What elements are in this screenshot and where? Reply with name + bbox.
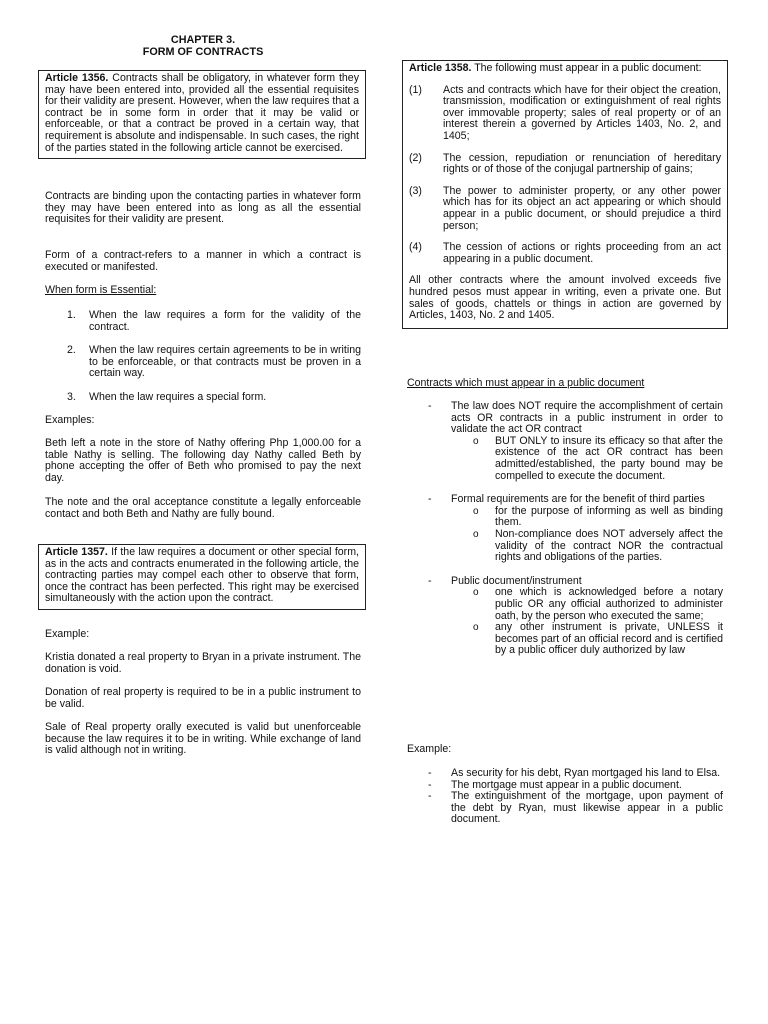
example-note-paragraph: Beth left a note in the store of Nathy offering Php 1,000.00 for a table Nathy is selling. The following day Nathy called Beth by phone accepting the offer of Beth who promised to pay the next day.	[45, 437, 361, 484]
article-1357-box	[38, 544, 366, 610]
binding-paragraph: Contracts are binding upon the contacting parties in whatever form they may have been entered into as long as all the essential requisites for their validity are present.	[45, 190, 361, 226]
example-result-paragraph: The note and the oral acceptance constitute a legally enforceable contact and both Beth and Nathy are fully bound.	[45, 496, 361, 520]
article-item: (4) The cession of actions or rights proceeding from an act appearing in a public document.	[409, 241, 721, 265]
list-item: - Public document/instrument o one which is acknowledged before a notary public OR any official authorized to administer oath, by the person who executed the same; o any other instrument is private, UNLESS it becomes part of an official record and is certified by a public officer duly authorized by law	[428, 574, 723, 657]
sub-list-item: o one which is acknowledged before a notary public OR any official authorized to administer oath, by the person who executed the same;	[473, 586, 723, 622]
article-item: (3) The power to administer property, or any other power which has for its object an act appearing or which should appear in a public document, or should prejudice a third person;	[409, 184, 721, 232]
dash-marker: -	[428, 400, 432, 412]
chapter-heading	[38, 34, 368, 58]
form-definition-paragraph: Form of a contract-refers to a manner in which a contract is executed or manifested.	[45, 249, 361, 273]
circle-bullet-icon: o	[473, 435, 479, 447]
example-label: Example:	[45, 628, 90, 640]
article-1357-label: Article 1357.	[45, 546, 108, 558]
list-item: 3. When the law requires a special form.	[67, 390, 267, 403]
dash-marker: -	[428, 493, 432, 506]
article-item: (1) Acts and contracts which have for their object the creation, transmission, modification or extinguishment of real rights over immovable property; sales of real property or of an interest therein a governed by Articles 1403, No. 2, and 1405;	[409, 83, 721, 142]
circle-bullet-icon: o	[473, 622, 479, 634]
donation-rule: Donation of real property is required to be in a public instrument to be valid.	[45, 686, 361, 710]
public-document-list	[428, 401, 723, 657]
article-1357-text: If the law requires a document or other special form, as in the acts and contracts enumerated in the following article, the contracting parties may compel each other to observe that form, once the contract has been perfected. This right may be exercised simultaneously with the action upon the contract.	[45, 546, 359, 605]
list-item: - The law does NOT require the accomplishment of certain acts OR contracts in a public instrument in order to validate the act OR contract o BUT ONLY to insure its efficacy so that after the existence of the act OR contract has been admitted/established, the party bound may be compelled to execute the document.	[428, 400, 723, 482]
article-item: (2) The cession, repudiation or renunciation of hereditary rights or of those of the conjugal partnership of gains;	[409, 151, 721, 176]
dash-marker: -	[428, 574, 432, 587]
article-1356-box	[38, 70, 366, 159]
sale-example: Sale of Real property orally executed is valid but unenforceable because the law requires it to be in writing. While exchange of land is valid although not in writing.	[45, 721, 361, 757]
donation-example: Kristia donated a real property to Bryan in a private instrument. The donation is void.	[45, 651, 361, 675]
essential-list	[67, 310, 361, 416]
chapter-number: CHAPTER 3.	[170, 34, 236, 46]
circle-bullet-icon: o	[473, 528, 479, 540]
chapter-title: FORM OF CONTRACTS	[142, 46, 264, 58]
sub-list-item: o any other instrument is private, UNLESS it becomes part of an official record and is certified by a public officer duly authorized by law	[473, 621, 723, 657]
circle-bullet-icon: o	[473, 587, 479, 599]
sub-list-item: o BUT ONLY to insure its efficacy so that after the existence of the act OR contract has been admitted/established, the party bound may be compelled to execute the document.	[473, 434, 723, 482]
sub-list-item: o for the purpose of informing as well as binding them.	[473, 504, 723, 529]
section-title: Contracts which must appear in a public document	[407, 377, 645, 389]
article-1358-box	[402, 60, 728, 329]
article-1356-label: Article 1356.	[45, 72, 109, 84]
circle-bullet-icon: o	[473, 505, 479, 517]
list-item: - As security for his debt, Ryan mortgaged his land to Elsa.	[428, 767, 721, 779]
example-label: Example:	[407, 743, 452, 755]
mortgage-example-list	[428, 768, 723, 826]
examples-label: Examples:	[45, 414, 95, 426]
sub-list-item: o Non-compliance does NOT adversely affect the validity of the contract NOR the contractual rights and obligations of the parties.	[473, 527, 723, 564]
article-1356-text: Contracts shall be obligatory, in whatever form they may have been entered into, provided all the essential requisites for their validity are present. However, when the law requires that a contract be in some form in order that it may be valid or enforceable, or that a contract be proved in a certain way, that requirement is absolute and indispensable. In such cases, the right of the parties stated in the following article cannot be exercised.	[45, 72, 359, 154]
list-item: 2. When the law requires certain agreements to be in writing to be enforceable, or that contracts must be proven in a certain way.	[67, 344, 361, 380]
article-1358-closing: All other contracts where the amount involved exceeds five hundred pesos must appear in writing, even a private one. But sales of goods, chattels or things in action are governed by Articles, 1403, No. 2 and 1405.	[409, 274, 721, 322]
list-item: - The mortgage must appear in a public document.	[428, 778, 682, 791]
article-1358-label: Article 1358.	[409, 62, 472, 74]
list-item: - Formal requirements are for the benefit of third parties o for the purpose of informing as well as binding them. o Non-compliance does NOT adversely affect the validity of the contract NOR the contractual rights and obligations of the parties.	[428, 493, 723, 564]
list-item: - The extinguishment of the mortgage, upon payment of the debt by Ryan, must likewise appear in a public document.	[428, 790, 723, 826]
when-form-essential-heading: When form is Essential:	[45, 284, 157, 296]
list-item: 1. When the law requires a form for the validity of the contract.	[67, 309, 361, 333]
article-1358-text: The following must appear in a public document:	[471, 62, 702, 74]
